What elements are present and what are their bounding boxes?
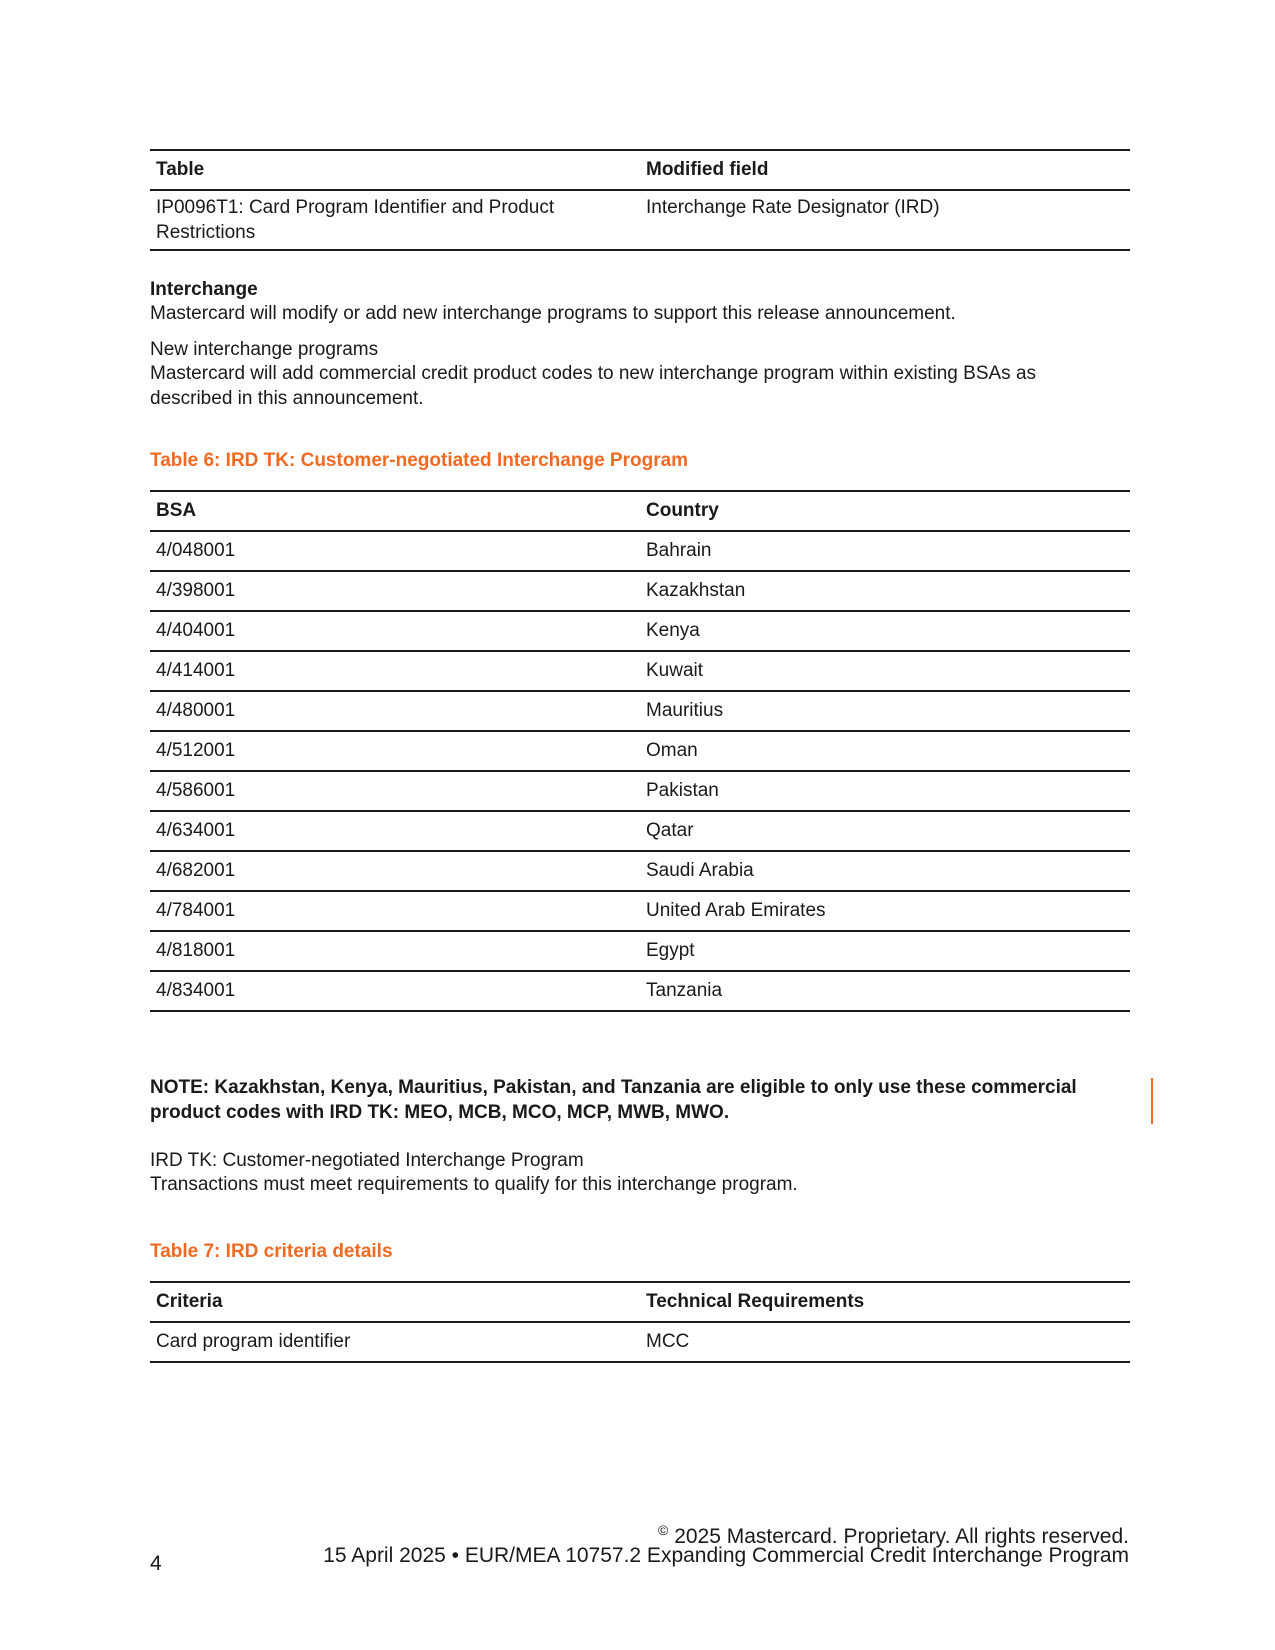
interchange-text: Mastercard will modify or add new interchange programs to support this release announcement. (150, 303, 956, 324)
column-header: Table (150, 150, 640, 190)
bsa-cell: 4/784001 (150, 891, 640, 931)
bsa-cell: 4/398001 (150, 571, 640, 611)
country-cell: Oman (640, 731, 1130, 771)
table-row (150, 891, 1130, 931)
eligibility-note: NOTE: Kazakhstan, Kenya, Mauritius, Pakistan, and Tanzania are eligible to only use these commercial product codes with IRD TK: MEO, MCB, MCO, MCP, MWB, MWO. (150, 1077, 1077, 1123)
table-cell: Interchange Rate Designator (IRD) (640, 190, 1130, 250)
country-cell: United Arab Emirates (640, 891, 1130, 931)
interchange-heading: Interchange (150, 279, 258, 300)
bsa-cell: 4/414001 (150, 651, 640, 691)
table-row (150, 531, 1130, 571)
table-cell: IP0096T1: Card Program Identifier and Product Restrictions (150, 190, 640, 250)
column-header: Criteria (150, 1282, 640, 1322)
table6-caption: Table 6: IRD TK: Customer-negotiated Interchange Program (150, 450, 689, 471)
country-cell: Kenya (640, 611, 1130, 651)
new-programs-subheading: New interchange programs (150, 339, 379, 360)
ird-tk-text: Transactions must meet requirements to qualify for this interchange program. (150, 1174, 798, 1195)
column-header: Technical Requirements (640, 1282, 1130, 1322)
table-row (150, 651, 1130, 691)
modified-fields-table (150, 149, 1130, 251)
column-header: Modified field (640, 150, 1130, 190)
table-header-row (150, 150, 1130, 190)
bsa-cell: 4/634001 (150, 811, 640, 851)
table-row (150, 691, 1130, 731)
copyright-text: 2025 Mastercard. Proprietary. All rights reserved. (674, 1525, 1129, 1548)
new-programs-text: Mastercard will add commercial credit product codes to new interchange program within existing BSAs as described in this announcement. (150, 363, 1037, 409)
column-header: Country (640, 491, 1130, 531)
country-cell: Qatar (640, 811, 1130, 851)
column-header: BSA (150, 491, 640, 531)
bsa-cell: 4/048001 (150, 531, 640, 571)
table-row (150, 851, 1130, 891)
table-row (150, 571, 1130, 611)
bsa-cell: 4/480001 (150, 691, 640, 731)
bsa-cell: 4/404001 (150, 611, 640, 651)
table-row (150, 611, 1130, 651)
table-row (150, 971, 1130, 1011)
table-row (150, 731, 1130, 771)
table-row (150, 771, 1130, 811)
country-cell: Tanzania (640, 971, 1130, 1011)
copyright-symbol: © (658, 1522, 669, 1538)
country-cell: Mauritius (640, 691, 1130, 731)
table-row (150, 1322, 1130, 1362)
country-cell: Kuwait (640, 651, 1130, 691)
country-cell: Kazakhstan (640, 571, 1130, 611)
country-cell: Egypt (640, 931, 1130, 971)
table-cell: Card program identifier (150, 1322, 640, 1362)
page-number: 4 (150, 1552, 162, 1575)
bsa-cell: 4/818001 (150, 931, 640, 971)
bsa-cell: 4/834001 (150, 971, 640, 1011)
bsa-cell: 4/682001 (150, 851, 640, 891)
table-row (150, 931, 1130, 971)
bsa-cell: 4/512001 (150, 731, 640, 771)
table-header-row (150, 491, 1130, 531)
bsa-country-table (150, 490, 1130, 1012)
ird-tk-subheading: IRD TK: Customer-negotiated Interchange Program (150, 1150, 584, 1171)
country-cell: Bahrain (640, 531, 1130, 571)
bsa-cell: 4/586001 (150, 771, 640, 811)
table-header-row (150, 1282, 1130, 1322)
ird-criteria-table (150, 1281, 1130, 1363)
country-cell: Pakistan (640, 771, 1130, 811)
table-row (150, 811, 1130, 851)
footer-doc-line: 15 April 2025 • EUR/MEA 10757.2 Expanding Commercial Credit Interchange Program (323, 1544, 1129, 1567)
table7-caption: Table 7: IRD criteria details (150, 1241, 393, 1262)
table-row (150, 190, 1130, 250)
table-cell: MCC (640, 1322, 1130, 1362)
change-bar (1151, 1078, 1153, 1124)
country-cell: Saudi Arabia (640, 851, 1130, 891)
